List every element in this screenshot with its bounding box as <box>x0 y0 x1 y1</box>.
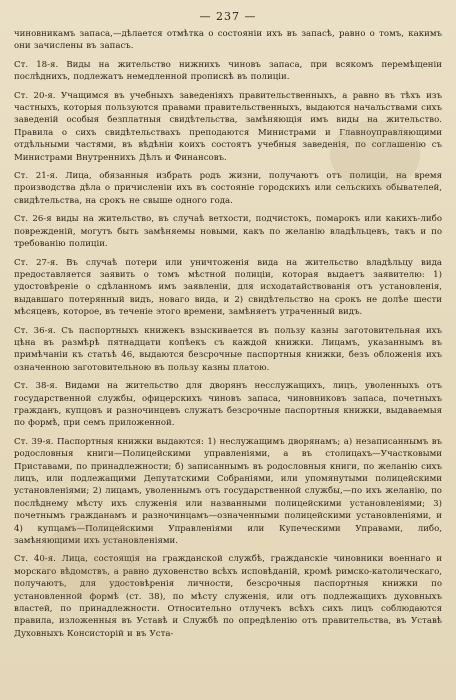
paragraph-article-40: Ст. 40-я. Лица, состоящія на гражданской службѣ, гражданскіе чиновники военнаго и морскаго вѣдомствъ, а равно духовенство всѣхъ исповѣданій, кромѣ римско-католическаго, получаютъ, для удостовѣренія личности, безсрочныя паспортныя книжки по установленной формѣ (ст. 38), по мѣсту служенія, или отъ подлежащихъ духовныхъ властей, по принадлежности. Относительно отлучекъ всѣхъ сихъ лицъ соблюдаются правила, изложенныя въ Уставѣ и Службѣ по опредѣленію отъ правительства, въ Уставѣ Духовныхъ Консисторій и въ Уста- <box>14 554 442 639</box>
paragraph-continuation: чиновникамъ запаса,—дѣлается отмѣтка о состояніи ихъ въ запасѣ, равно о томъ, какимъ они зачислены въ запасъ. <box>14 29 442 52</box>
paragraph-article-38: Ст. 38-я. Видами на жительство для дворянъ несслужащихъ, лицъ, уволенныхъ отъ государственной службы, офицерскихъ чиновъ запаса, чиновниковъ запаса, почетныхъ гражданъ, купцовъ и разночинцевъ служатъ безсрочные паспортныя книжки, выдаваемыя по формѣ, при семъ приложенной. <box>14 381 442 429</box>
page-number: — 237 — <box>199 10 257 23</box>
paragraph-article-27: Ст. 27-я. Въ случаѣ потери или уничтоженія вида на жительство владѣльцу вида предоставляется заявить о томъ мѣстной полиціи, которая выдаетъ заявителю: 1) удостовѣреніе о сдѣланномъ имъ заявленіи, для исходатайствованія отъ установленія, выдавшаго потерянный видъ, новаго вида, и 2) свидѣтельство на срокъ не долѣе шести мѣсяцевъ, которое, въ теченіе этого времени, замѣняетъ утраченный видъ. <box>14 257 442 318</box>
paragraph-article-39: Ст. 39-я. Паспортныя книжки выдаются: 1) неслужащимъ дворянамъ; а) незаписаннымъ въ родословныя книги—Полицейскими управленіями, а въ столицахъ—Участковыми Приставами, по принадлежности; б) записаннымъ въ родословныя книги, по желанію сихъ лицъ, или подлежащими Депутатскими Собраніями, или упомянутыми полицейскими установленіями; 2) лицамъ, уволеннымъ отъ государственной службы,—по ихъ желанію, по послѣднему мѣсту ихъ служенія или названными полицейскими установленіями; 3) почетнымъ гражданамъ и разночинцамъ—означенными полицейскими установленіями, и 4) купцамъ—Полицейскими Управленіями или Купеческими Управами, либо, замѣняющими ихъ установленіями. <box>14 436 442 547</box>
paragraph-article-18: Ст. 18-я. Виды на жительство нижнихъ чиновъ запаса, при всякомъ перемѣщеніи послѣднихъ, подлежатъ немедленной пропискѣ въ полиціи. <box>14 59 442 83</box>
paragraph-article-36: Ст. 36-я. Съ паспортныхъ книжекъ взыскивается въ пользу казны заготовительная ихъ цѣна въ размѣрѣ пятнадцати копѣекъ съ каждой книжки. Лицамъ, указаннымъ въ примѣчаніи къ статьѣ 46, выдаются безсрочные паспортныя книжки, безъ обложенія ихъ означенною заготовительною въ пользу казны платою. <box>14 325 442 373</box>
paragraph-article-20: Ст. 20-я. Учащимся въ учебныхъ заведеніяхъ правительственныхъ, а равно въ тѣхъ изъ частныхъ, которыя пользуются правами правительственныхъ, выдаются начальствами сихъ заведеній особыя безплатныя свидѣтельства, замѣняющія имъ виды на жительство. Правила о сихъ свидѣтельствахъ преподаются Министрами и Главноуправляющими отдѣльными частями, въ вѣдѣніи коихъ состоятъ учебныя заведенія, по соглашенію съ Министрами Внутреннихъ Дѣлъ и Финансовъ. <box>14 90 442 163</box>
paragraph-article-26: Ст. 26-я виды на жительство, въ случаѣ ветхости, подчистокъ, помарокъ или какихъ-либо поврежденій, могутъ быть замѣняемы новыми, какъ по желанію владѣльцевъ, такъ и по требованію полиціи. <box>14 214 442 250</box>
paper-stain <box>40 520 150 600</box>
paragraph-article-21: Ст. 21-я. Лица, обязанныя избрать родъ жизни, получаютъ отъ полиціи, на время производства дѣла о причисленіи ихъ въ состояніе городскихъ или сельскихъ обывателей, свидѣтельства, на срокъ не свыше одного года. <box>14 171 442 206</box>
paper-stain <box>330 120 420 190</box>
